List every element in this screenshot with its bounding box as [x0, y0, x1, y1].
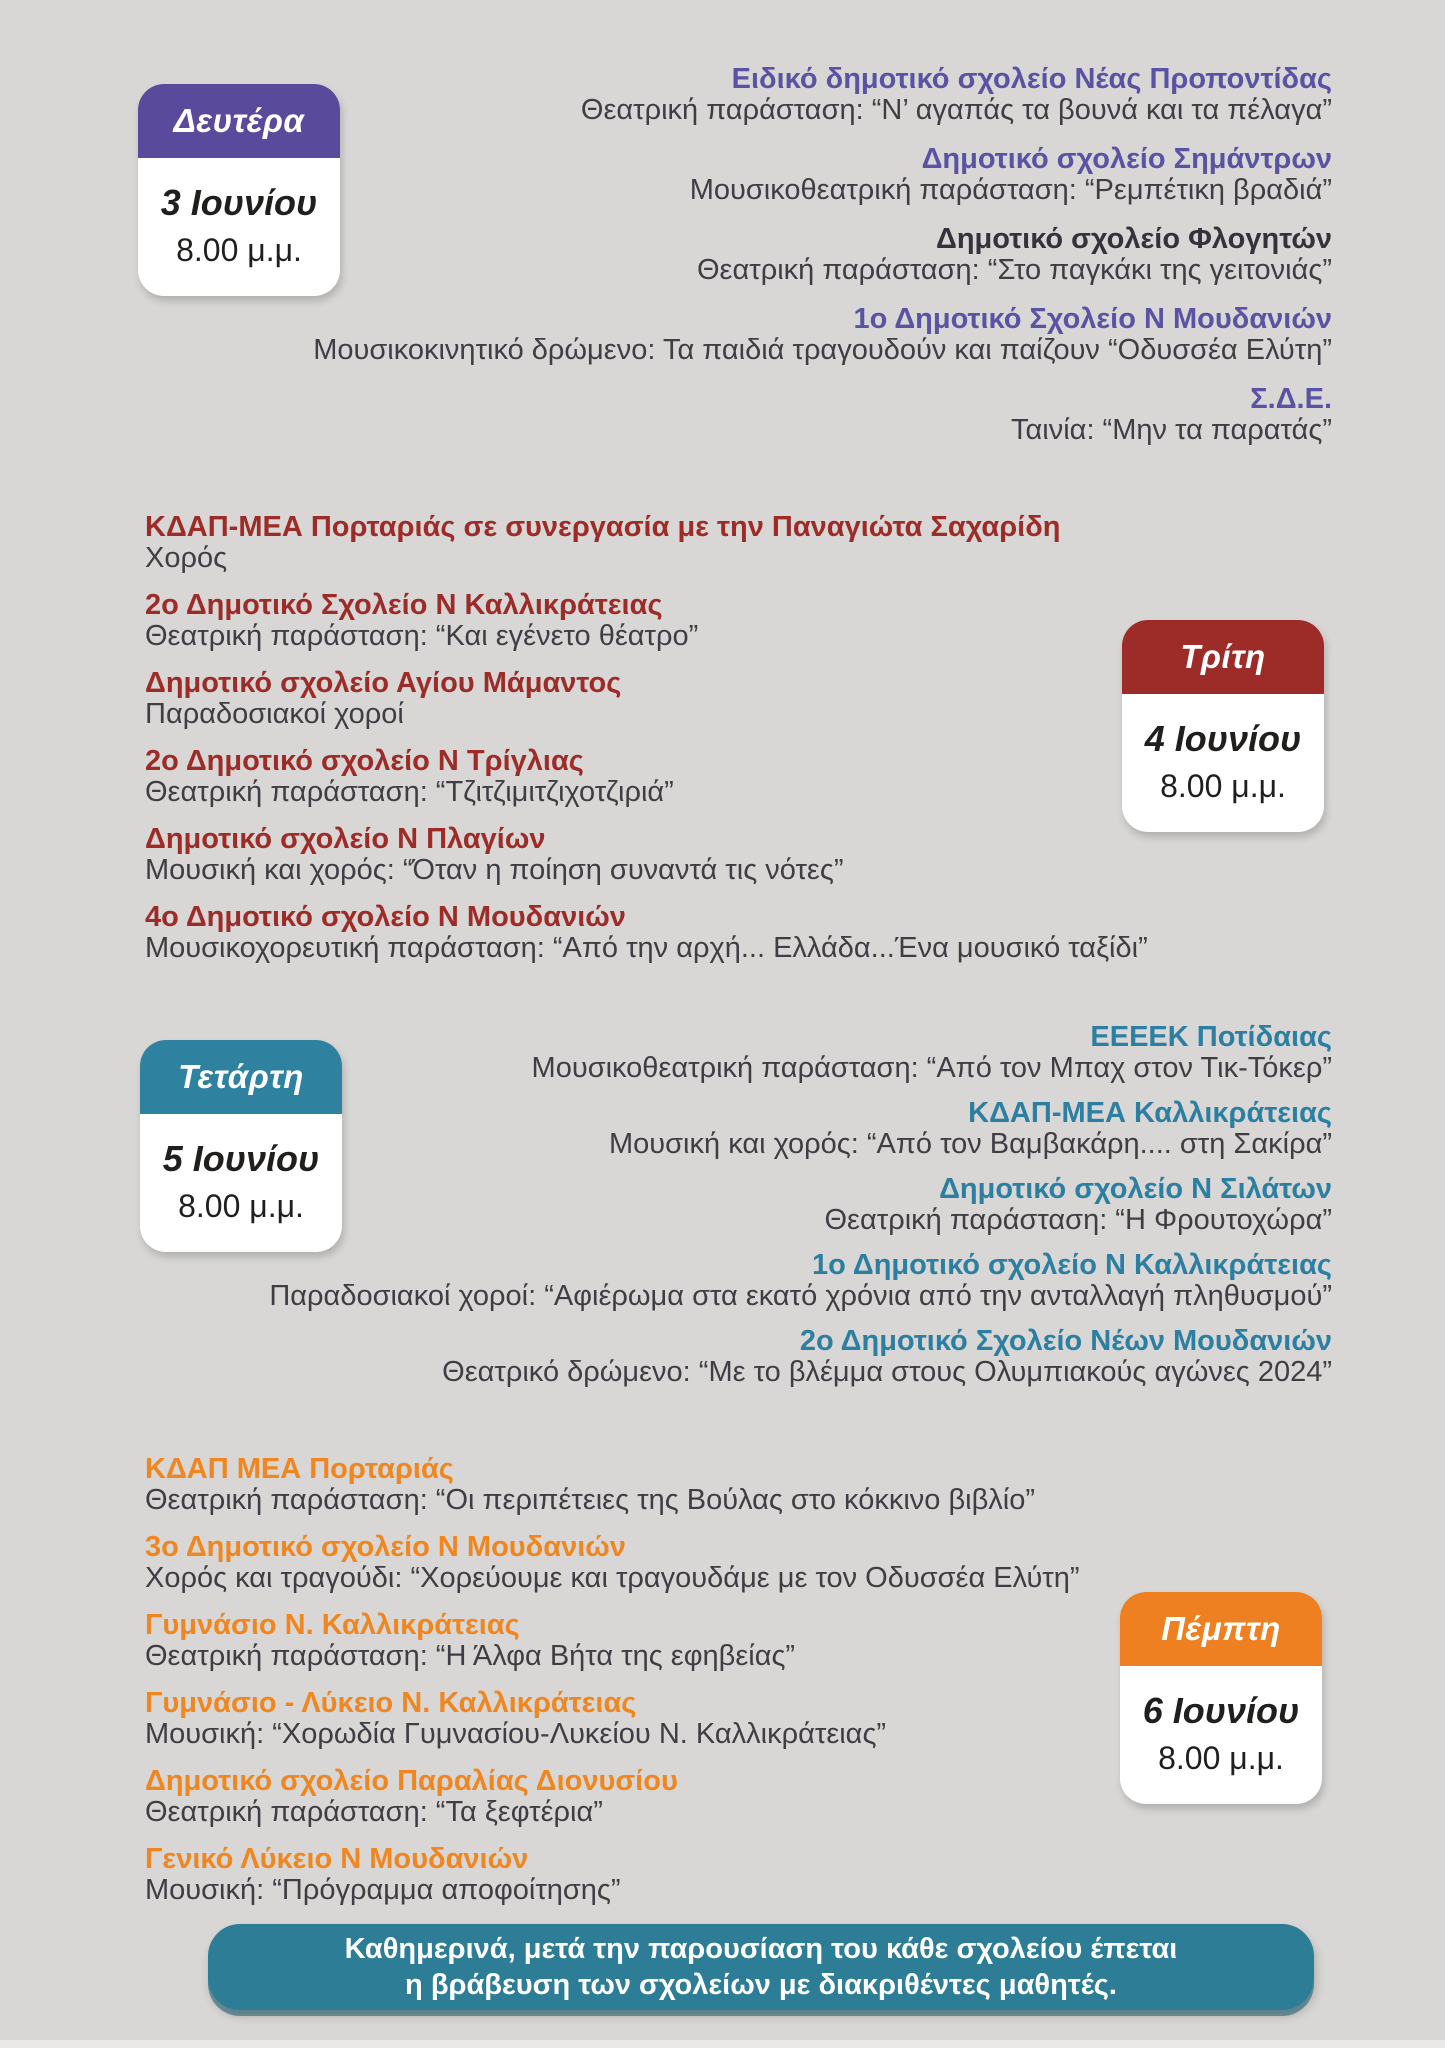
event-description: Μουσική και χορός: “Όταν η ποίηση συναντά τις νότες” [145, 854, 844, 886]
day-time: 8.00 μ.μ. [176, 232, 302, 268]
day-time: 8.00 μ.μ. [1158, 1740, 1284, 1776]
event-entry [72, 1326, 1332, 1388]
school-name: 2ο Δημοτικό Σχολείο Νέων Μουδανιών [799, 1325, 1332, 1357]
school-name: Δημοτικό σχολείο Φλογητών [935, 223, 1332, 255]
day-card-tuesday [1122, 620, 1324, 832]
day-card-tuesday-header [1122, 620, 1324, 694]
event-description: Θεατρική παράσταση: “Η Άλφα Βήτα της εφηβείας” [145, 1640, 796, 1672]
day-card-thursday [1120, 1592, 1322, 1804]
day-name: Δευτέρα [173, 102, 305, 139]
school-name: 4ο Δημοτικό σχολείο Ν Μουδανιών [145, 901, 626, 933]
event-entry [145, 1844, 1295, 1906]
banner-text-line1: Καθημερινά, μετά την παρουσίαση του κάθε σχολείου έπεται [344, 1933, 1178, 1965]
event-entry [72, 1174, 1332, 1236]
event-description: Θεατρική παράσταση: “Τα ξεφτέρια” [145, 1796, 603, 1828]
event-description: Μουσικοθεατρική παράσταση: “Ρεμπέτικη βραδιά” [689, 174, 1332, 206]
school-name: Γυμνάσιο Ν. Καλλικράτειας [145, 1609, 520, 1641]
event-entry [145, 902, 1245, 964]
school-name: Δημοτικό σχολείο Ν Πλαγίων [145, 823, 546, 855]
day-date: 4 Ιουνίου [1144, 718, 1302, 759]
event-description: Μουσικοκινητικό δρώμενο: Τα παιδιά τραγουδούν και παίζουν “Οδυσσέα Ελύτη” [313, 334, 1332, 366]
school-name: 2ο Δημοτικό Σχολείο Ν Καλλικράτειας [145, 589, 663, 621]
monday-entries [72, 64, 1332, 464]
event-entry [145, 746, 1245, 808]
event-entry [72, 1250, 1332, 1312]
event-entry [72, 304, 1332, 366]
day-date: 3 Ιουνίου [160, 182, 318, 223]
school-name: Δημοτικό σχολείο Αγίου Μάμαντος [145, 667, 622, 699]
day-time: 8.00 μ.μ. [178, 1188, 304, 1224]
day-time: 8.00 μ.μ. [1160, 768, 1286, 804]
event-entry [145, 824, 1245, 886]
day-name: Τετάρτη [178, 1058, 304, 1095]
event-description: Θεατρική παράσταση: “Τζιτζιμιτζιχοτζιριά” [145, 776, 674, 808]
school-name: ΚΔΑΠ ΜΕΑ Πορταριάς [145, 1453, 454, 1485]
event-description: Χορός [145, 542, 228, 574]
event-description: Θεατρική παράσταση: “Η Φρουτοχώρα” [824, 1204, 1332, 1236]
event-entry [72, 144, 1332, 206]
event-description: Μουσικοχορευτική παράσταση: “Από την αρχή... Ελλάδα...Ένα μουσικό ταξίδι” [145, 932, 1148, 964]
school-name: Δημοτικό σχολείο Ν Σιλάτων [939, 1173, 1332, 1205]
event-entry [72, 1022, 1332, 1084]
day-name: Τρίτη [1180, 638, 1266, 675]
daily-awards-banner [208, 1924, 1314, 2010]
event-description: Θεατρική παράσταση: “Στο παγκάκι της γειτονιάς” [696, 254, 1332, 286]
school-name: Δημοτικό σχολείο Σημάντρων [921, 143, 1332, 175]
event-description: Θεατρική παράσταση: “Οι περιπέτειες της Βούλας στο κόκκινο βιβλίο” [145, 1484, 1035, 1516]
tuesday-entries [145, 512, 1245, 980]
event-description: Μουσική και χορός: “Από τον Βαμβακάρη.... στη Σακίρα” [609, 1128, 1332, 1160]
event-entry [72, 64, 1332, 126]
school-name: Σ.Δ.Ε. [1250, 383, 1332, 415]
event-description: Θεατρικό δρώμενο: “Με το βλέμμα στους Ολυμπιακούς αγώνες 2024” [442, 1356, 1332, 1388]
school-name: 2ο Δημοτικό σχολείο Ν Τρίγλιας [145, 745, 584, 777]
wednesday-entries [72, 1022, 1332, 1402]
school-name: Ειδικό δημοτικό σχολείο Νέας Προποντίδας [731, 63, 1332, 95]
event-description: Θεατρική παράσταση: “Και εγένετο θέατρο” [145, 620, 699, 652]
school-name: ΕΕΕΕΚ Ποτίδαιας [1090, 1021, 1332, 1053]
event-description: Μουσικοθεατρική παράσταση: “Από τον Μπαχ στον Τικ-Τόκερ” [531, 1052, 1332, 1084]
event-entry [145, 590, 1245, 652]
school-name: 1ο Δημοτικό Σχολείο Ν Μουδανιών [853, 303, 1332, 335]
day-name: Πέμπτη [1161, 1610, 1281, 1647]
school-name: ΚΔΑΠ-ΜΕΑ Πορταριάς σε συνεργασία με την Παναγιώτα Σαχαρίδη [145, 511, 1061, 543]
event-description: Παραδοσιακοί χοροί [145, 698, 404, 730]
event-entry [72, 224, 1332, 286]
event-description: Παραδοσιακοί χοροί: “Αφιέρωμα στα εκατό χρόνια από την ανταλλαγή πληθυσμού” [269, 1280, 1332, 1312]
event-description: Χορός και τραγούδι: “Χορεύουμε και τραγουδάμε με τον Οδυσσέα Ελύτη” [145, 1562, 1080, 1594]
school-name: ΚΔΑΠ-ΜΕΑ Καλλικράτειας [968, 1097, 1332, 1129]
event-description: Μουσική: “Χορωδία Γυμνασίου-Λυκείου Ν. Καλλικράτειας” [145, 1718, 887, 1750]
day-date: 6 Ιουνίου [1142, 1690, 1300, 1731]
event-entry [145, 1454, 1295, 1516]
school-name: Γυμνάσιο - Λύκειο Ν. Καλλικράτειας [145, 1687, 637, 1719]
banner-text-line2: η βράβευση των σχολείων με διακριθέντες μαθητές. [405, 1969, 1117, 2001]
day-card-thursday-header [1120, 1592, 1322, 1666]
day-date: 5 Ιουνίου [162, 1138, 320, 1179]
event-description: Ταινία: “Μην τα παρατάς” [1011, 414, 1332, 446]
school-name: 3ο Δημοτικό σχολείο Ν Μουδανιών [145, 1531, 626, 1563]
school-name: Γενικό Λύκειο Ν Μουδανιών [145, 1843, 529, 1875]
event-entry [72, 1098, 1332, 1160]
event-description: Θεατρική παράσταση: “Ν’ αγαπάς τα βουνά και τα πέλαγα” [580, 94, 1332, 126]
school-name: 1ο Δημοτικό σχολείο Ν Καλλικράτειας [812, 1249, 1332, 1281]
page-bottom-edge [0, 2040, 1445, 2048]
event-entry [145, 668, 1245, 730]
event-description: Μουσική: “Πρόγραμμα αποφοίτησης” [145, 1874, 621, 1906]
event-entry [72, 384, 1332, 446]
event-entry [145, 512, 1245, 574]
school-name: Δημοτικό σχολείο Παραλίας Διονυσίου [145, 1765, 678, 1797]
event-entry [145, 1532, 1295, 1594]
